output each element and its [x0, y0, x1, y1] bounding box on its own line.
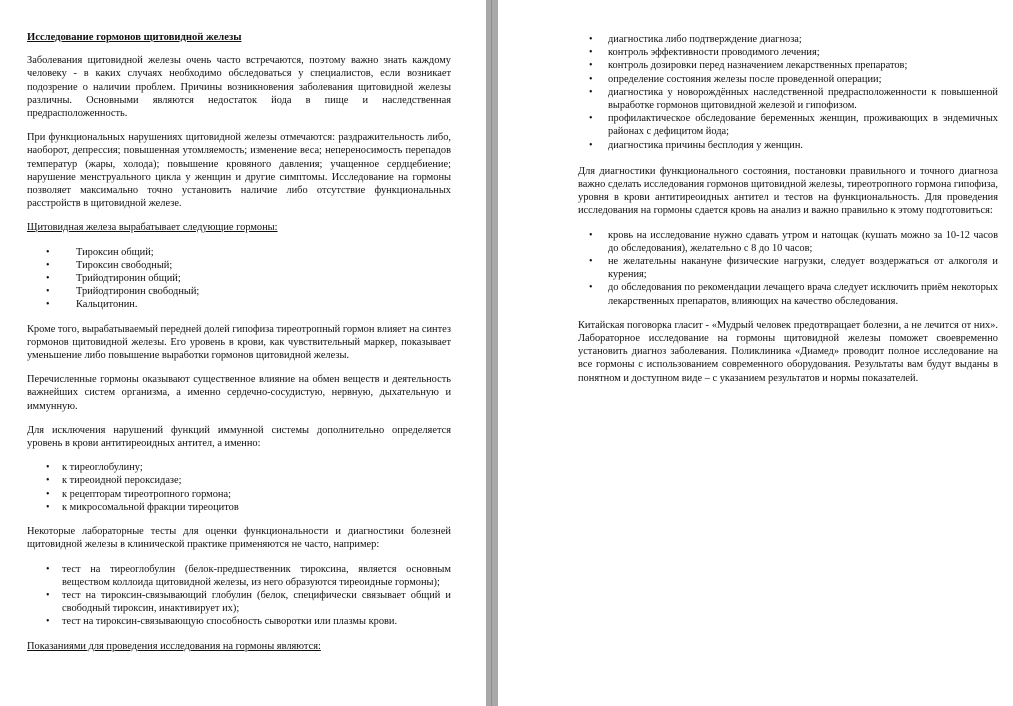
bullet-icon: •: [589, 256, 593, 268]
bullet-icon: •: [589, 113, 593, 125]
bullet-icon: •: [589, 73, 593, 85]
paragraph-antibodies: Для исключения нарушений функций иммунной системы дополнительно определяется уровень в крови антитиреоидных антител, а именно:: [27, 424, 451, 450]
list-item: • определение состояния железы после проведенной операции;: [589, 73, 882, 85]
bullet-icon: •: [46, 488, 50, 500]
bullet-icon: •: [46, 616, 50, 628]
bullet-icon: •: [46, 589, 50, 601]
page-divider: [486, 0, 498, 706]
bullet-icon: •: [46, 259, 50, 271]
list-item: • тест на тиреоглобулин (белок-предшественник тироксина, является основным веществом коллоида щитовидной железы, из него образуются тиреоидные гормоны);: [46, 563, 451, 588]
bullet-icon: •: [46, 462, 50, 474]
bullet-icon: •: [46, 563, 50, 575]
paragraph-tsh: Кроме того, вырабатываемый передней долей гипофиза тиреотропный гормон влияет на синтез гормонов щитовидной железы. Его уровень в крови, как чувствительный маркер, показывает уменьшение либо повышение выработки гормонов щитовидной железы.: [27, 323, 451, 362]
list-item: • Тироксин общий;: [46, 246, 154, 258]
bullet-icon: •: [589, 86, 593, 98]
list-item: • диагностика у новорождённых наследственной предрасположенности к повышенной выработке гормонов щитовидной железой и гипофизом.: [589, 86, 998, 112]
list-item: • Трийодтиронин свободный;: [46, 286, 200, 298]
list-item: • контроль дозировки перед назначением лекарственных препаратов;: [589, 60, 908, 72]
paragraph-intro: Заболевания щитовидной железы очень часто встречаются, поэтому важно знать каждому человеку - в каких случаях необходимо обследоваться у специалистов, если возникает подозрение о наличии проблем. Причины возникновения заболевания щитовидной железы различны. Основными являются недостаток йода в пище и наследственная предрасположенность.: [27, 55, 451, 120]
bullet-icon: •: [589, 34, 593, 45]
list-item: • тест на тироксин-связывающую способность сыворотки или плазмы крови.: [46, 616, 398, 628]
list-item: • до обследования по рекомендации лечащего врача следует исключить приём некоторых лекарственных препаратов, влияющих на качество обследования.: [589, 282, 998, 307]
list-item: • Трийодтиронин общий;: [46, 273, 181, 285]
bullet-icon: •: [46, 299, 50, 311]
hormones-list: [27, 246, 451, 312]
list-item: • к тиреоидной пероксидазе;: [46, 475, 182, 487]
hormones-heading: Щитовидная железа вырабатывает следующие гормоны:: [27, 222, 278, 234]
bullet-icon: •: [589, 47, 593, 59]
bullet-icon: •: [46, 246, 50, 258]
bullet-icon: •: [589, 282, 593, 294]
bullet-icon: •: [46, 501, 50, 513]
list-item: • диагностика либо подтверждение диагноза;: [589, 34, 802, 45]
list-item: • Тироксин свободный;: [46, 259, 173, 271]
bullet-icon: •: [589, 229, 593, 241]
paragraph-diagnostics: Для диагностики функционального состояния, постановки правильного и точного диагноза важно сделать исследования гормонов щитовидной железы, тиреотропного гормона гипофиза, уровня в крови антитиреоидных антител и тестов на функциональность. Для проведения исследования на гормоны сдается кровь на анализ и важно правильно к этому подготовиться:: [578, 165, 998, 217]
indications-heading: Показаниями для проведения исследования на гормоны являются:: [27, 640, 321, 652]
page-content: [27, 31, 451, 653]
list-item: • не желательны накануне физические нагрузки, следует воздержаться от алкоголя и курения;: [589, 256, 998, 281]
preparation-list: [578, 229, 998, 308]
list-item: • профилактическое обследование беременных женщин, проживающих в эндемичных районах с дефицитом йода;: [589, 113, 998, 138]
bullet-icon: •: [46, 273, 50, 285]
paragraph-lab-tests: Некоторые лабораторные тесты для оценки функциональности и диагностики болезней щитовидной железы в клинической практике применяются не часто, например:: [27, 526, 451, 551]
page-content: [578, 33, 998, 385]
tests-list: [27, 563, 451, 629]
list-item: • к микросомальной фракции тиреоцитов: [46, 501, 239, 513]
bullet-icon: •: [589, 60, 593, 72]
list-item: • тест на тироксин-связывающий глобулин (белок, специфически связывает общий и свободный тироксин, инактивирует их);: [46, 589, 451, 615]
paragraph-symptoms: При функциональных нарушениях щитовидной железы отмечаются: раздражительность либо, наоборот, депрессия; повышенная утомляемость; изменение веса; непереносимость перепадов температур (жары, холода); повышение кровяного давления; учащенное сердцебиение; нарушение менструального цикла у женщин и другие симптомы. Исследование на гормоны позволяет максимально точно установить наличие либо отсутствие функциональных расстройств в щитовидной железе.: [27, 132, 451, 210]
bullet-icon: •: [589, 139, 593, 151]
list-item: • Кальцитонин.: [46, 299, 138, 311]
list-item: • к тиреоглобулину;: [46, 462, 143, 474]
document-title: Исследование гормонов щитовидной железы: [27, 32, 242, 43]
bullet-icon: •: [46, 475, 50, 487]
list-item: • контроль эффективности проводимого лечения;: [589, 47, 820, 59]
indications-list: [578, 33, 998, 152]
paragraph-influence: Перечисленные гормоны оказывают существенное влияние на обмен веществ и деятельность важнейших систем организма, а именно сердечно-сосудистую, нервную, дыхательную и иммунную.: [27, 374, 451, 412]
list-item: • диагностика причины бесплодия у женщин.: [589, 139, 804, 151]
list-item: • кровь на исследование нужно сдавать утром и натощак (кушать можно за 10-12 часов до обследования), желательно с 8 до 10 часов;: [589, 229, 998, 254]
paragraph-conclusion: Китайская поговорка гласит - «Мудрый человек предотвращает болезни, а не лечится от них». Лабораторное исследование на гормоны щитовидной железы поможет своевременно установить диагноз заболевания. Поликлиника «Диамед» проводит полное исследование на все гормоны с использованием современного оборудования. Результаты вам будут выданы в понятном и доступном виде – с указанием результатов и нормы показателей.: [578, 319, 998, 384]
list-item: • к рецепторам тиреотропного гормона;: [46, 488, 231, 500]
document-page-right: [498, 0, 1013, 706]
document-page-left: [0, 0, 486, 706]
bullet-icon: •: [46, 286, 50, 298]
antibodies-list: [27, 461, 451, 514]
